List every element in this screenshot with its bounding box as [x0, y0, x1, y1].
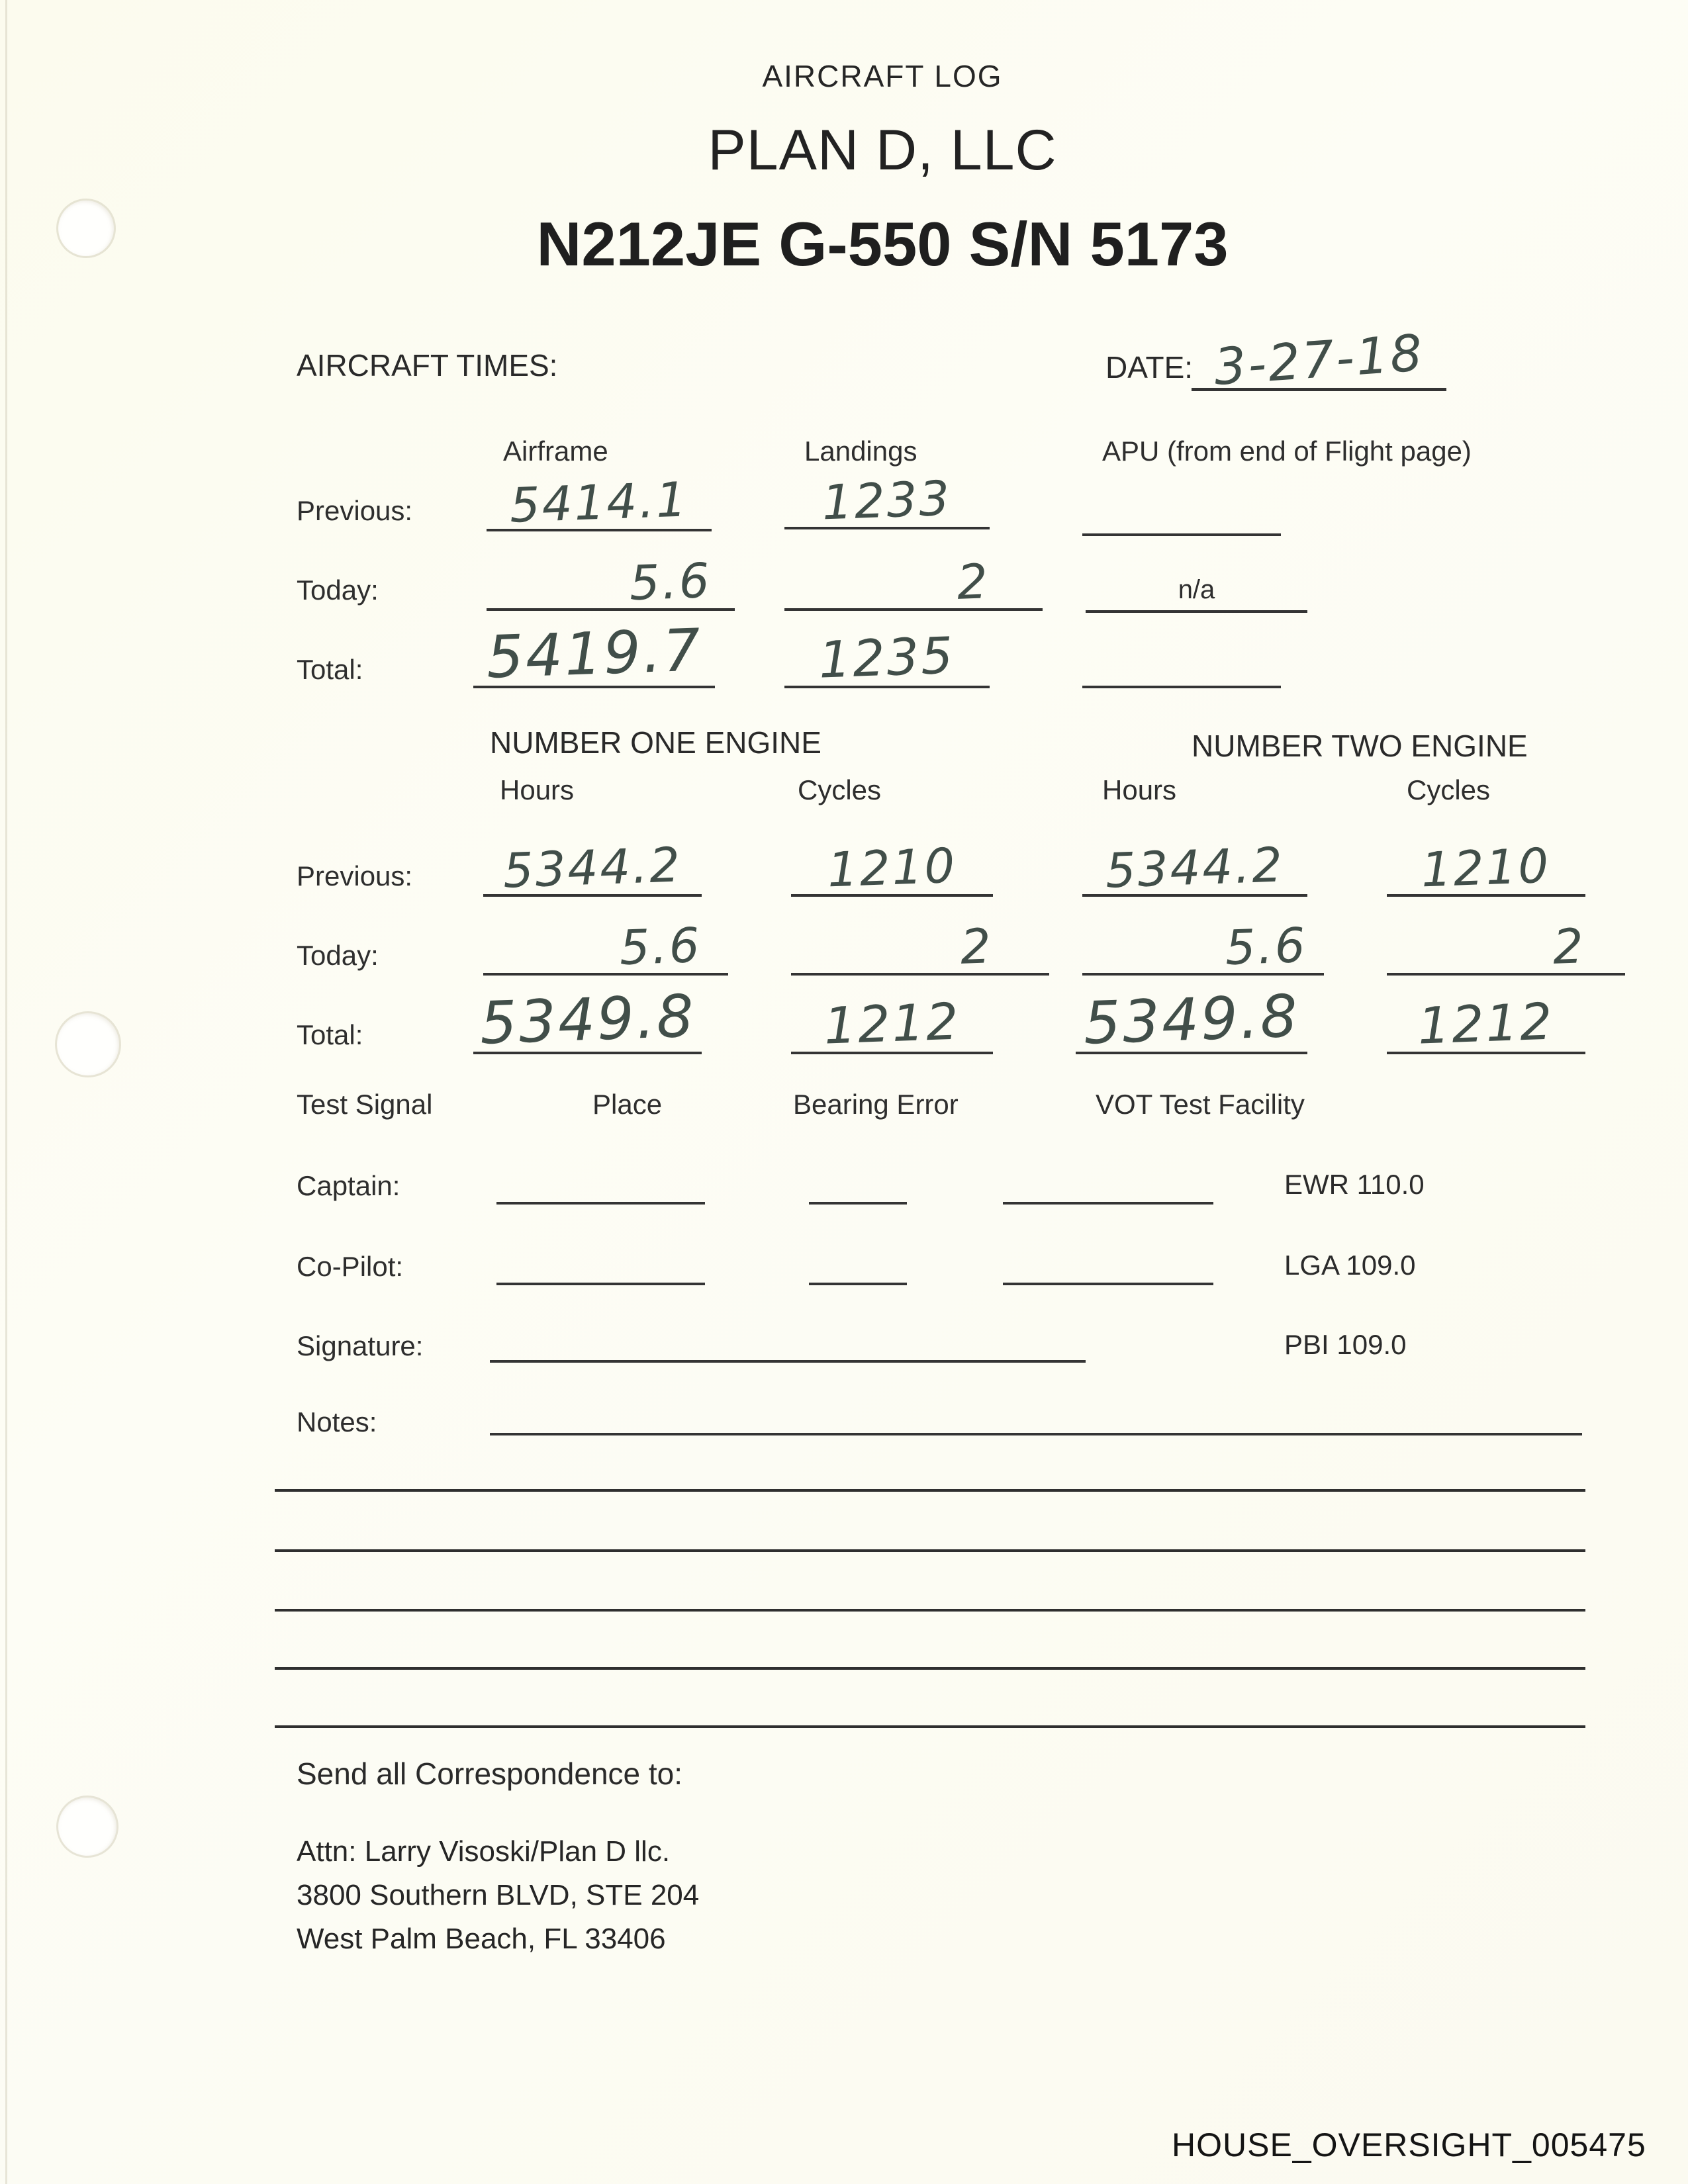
engine2-cycles-previous-value: 1210: [1420, 837, 1552, 897]
co-pilot-bearing-field: [809, 1244, 907, 1285]
facility-pbi: PBI 109.0: [1284, 1329, 1407, 1360]
landings-column-header: Landings: [804, 435, 917, 467]
engine2-hours-previous-value: 5344.2: [1104, 836, 1286, 899]
correspondence-city: West Palm Beach, FL 33406: [297, 1923, 666, 1955]
apu-total-field: [1082, 615, 1281, 688]
captain-bearing-field: [809, 1163, 907, 1205]
engine1-cycles-today-field: [791, 899, 1049, 976]
vot-facility-header: VOT Test Facility: [1096, 1089, 1305, 1120]
hole-punch-top: [58, 201, 114, 256]
engine1-cycles-previous-field: [791, 820, 993, 897]
correspondence-street: 3800 Southern BLVD, STE 204: [297, 1879, 700, 1911]
document-type-title: AIRCRAFT LOG: [762, 59, 1003, 93]
airframe-today-field: [487, 537, 735, 611]
engine2-cycles-total-field: [1387, 978, 1585, 1054]
engine1-cycles-total-value: 1212: [823, 991, 961, 1056]
engine2-hours-today-value: 5.6: [1224, 917, 1309, 976]
notes-line-4: [275, 1609, 1585, 1612]
engine2-cycles-total-value: 1212: [1417, 991, 1556, 1056]
engine-two-title: NUMBER TWO ENGINE: [1192, 729, 1528, 763]
airframe-total-field: [473, 606, 715, 692]
engine2-hours-total-value: 5349.8: [1082, 981, 1301, 1058]
apu-today-field: [1086, 549, 1307, 613]
scan-edge-artifact: [5, 0, 7, 2184]
facility-ewr: EWR 110.0: [1284, 1169, 1425, 1200]
date-value: 3-27-18: [1211, 322, 1426, 396]
co-pilot-vot-field: [1003, 1244, 1213, 1285]
correspondence-attn: Attn: Larry Visoski/Plan D llc.: [297, 1835, 671, 1868]
facility-lga: LGA 109.0: [1284, 1250, 1416, 1281]
company-title: PLAN D, LLC: [708, 118, 1057, 182]
hole-punch-middle: [57, 1013, 119, 1075]
captain-place-field: [496, 1163, 705, 1205]
apu-column-header: APU (from end of Flight page): [1102, 435, 1472, 467]
test-signal-header: Test Signal: [297, 1089, 433, 1120]
landings-previous-value: 1233: [821, 470, 953, 530]
engine1-hours-header: Hours: [500, 774, 575, 805]
engines-today-label: Today:: [297, 940, 379, 971]
notes-line-3: [275, 1549, 1585, 1552]
notes-label: Notes:: [297, 1406, 377, 1437]
times-today-label: Today:: [297, 574, 379, 606]
correspondence-heading: Send all Correspondence to:: [297, 1756, 683, 1791]
engine1-hours-total-field: [473, 972, 702, 1058]
notes-line-5: [275, 1667, 1585, 1670]
times-previous-label: Previous:: [297, 495, 413, 526]
date-field: [1192, 316, 1446, 396]
notes-line-2: [275, 1489, 1585, 1492]
co-pilot-place-field: [496, 1244, 705, 1285]
airframe-column-header: Airframe: [503, 435, 608, 467]
engine1-hours-today-value: 5.6: [618, 917, 703, 976]
engine1-cycles-total-field: [791, 978, 993, 1054]
landings-today-value: 2: [956, 553, 991, 610]
engine1-hours-total-value: 5349.8: [478, 981, 697, 1058]
aircraft-times-label: AIRCRAFT TIMES:: [297, 348, 558, 383]
date-label: DATE:: [1105, 350, 1194, 385]
engine1-cycles-header: Cycles: [798, 774, 882, 805]
engine1-cycles-previous-value: 1210: [826, 837, 958, 897]
engine2-cycles-today-field: [1387, 899, 1625, 976]
engine2-hours-header: Hours: [1102, 774, 1177, 805]
airframe-previous-value: 5414.1: [508, 471, 690, 533]
engines-total-label: Total:: [297, 1019, 363, 1050]
captain-label: Captain:: [297, 1170, 400, 1201]
airframe-today-value: 5.6: [628, 552, 713, 611]
apu-today-value: n/a: [1178, 575, 1215, 604]
landings-total-field: [784, 612, 990, 688]
place-header: Place: [592, 1089, 663, 1120]
bearing-error-header: Bearing Error: [793, 1089, 959, 1120]
bates-stamp: HOUSE_OVERSIGHT_005475: [1172, 2126, 1646, 2163]
engine1-hours-previous-field: [483, 820, 702, 897]
engine2-cycles-previous-field: [1387, 820, 1585, 897]
hole-punch-bottom: [58, 1797, 117, 1856]
engine1-hours-today-field: [483, 899, 728, 976]
notes-line-6: [275, 1725, 1585, 1728]
engine1-hours-previous-value: 5344.2: [502, 836, 683, 899]
engine2-hours-today-field: [1082, 899, 1324, 976]
apu-previous-field: [1082, 463, 1281, 536]
engine2-cycles-header: Cycles: [1407, 774, 1491, 805]
airframe-previous-field: [487, 458, 712, 531]
signature-label: Signature:: [297, 1330, 424, 1361]
aircraft-title: N212JE G-550 S/N 5173: [536, 209, 1229, 279]
times-total-label: Total:: [297, 654, 363, 685]
engine2-hours-total-field: [1076, 972, 1307, 1058]
landings-today-field: [784, 537, 1043, 611]
engine2-cycles-today-value: 2: [1552, 917, 1587, 975]
engine-one-title: NUMBER ONE ENGINE: [490, 725, 821, 760]
captain-vot-field: [1003, 1163, 1213, 1205]
engine2-hours-previous-field: [1082, 820, 1307, 897]
engines-previous-label: Previous:: [297, 860, 413, 891]
landings-previous-field: [784, 456, 990, 529]
notes-field: [490, 1394, 1582, 1435]
co-pilot-label: Co-Pilot:: [297, 1251, 404, 1282]
landings-total-value: 1235: [818, 625, 957, 690]
engine1-cycles-today-value: 2: [959, 917, 994, 975]
signature-field: [490, 1322, 1086, 1363]
airframe-total-value: 5419.7: [485, 615, 704, 692]
